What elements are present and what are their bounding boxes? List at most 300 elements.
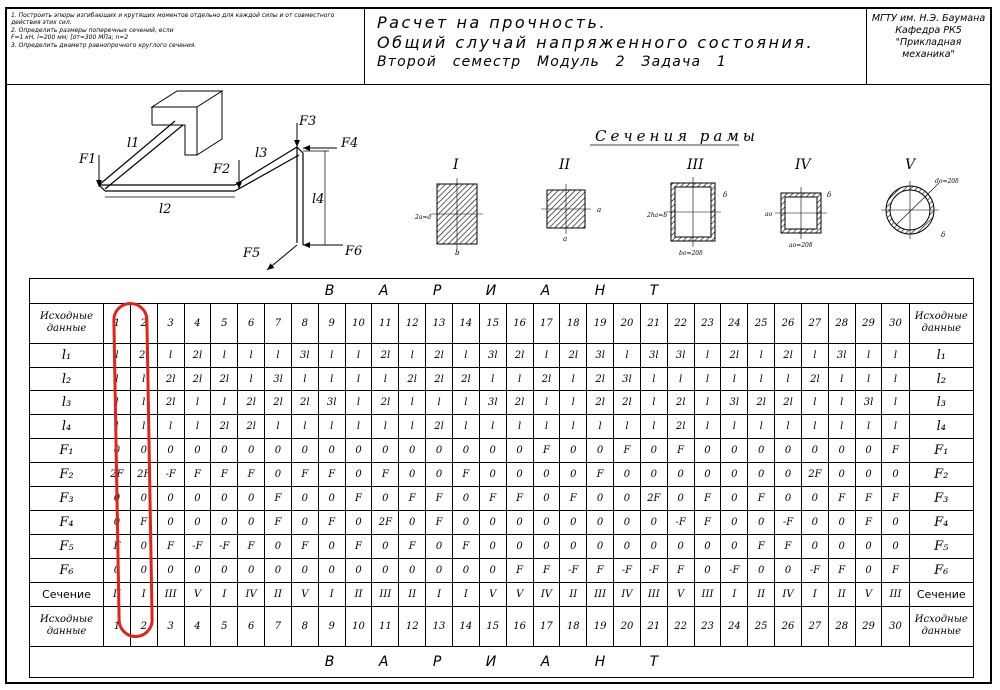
table-cell: F [291,463,318,487]
label-F4: F4 [341,136,359,151]
task-line-4: 3. Определить диаметр равнопрочного круглого сечения. [11,41,197,49]
table-cell: 0 [560,511,587,535]
table-cell: l [104,391,131,415]
table-cell: F [587,559,614,583]
table-cell: 0 [452,487,479,511]
table-cell: 2l [372,391,399,415]
table-cell: F [882,487,909,511]
table-cell: l [882,367,909,391]
section-V-label-delta: δ [941,231,946,239]
table-cell: 0 [130,559,157,583]
table-cell: 2l [426,367,453,391]
variant-number-footer: 7 [265,607,292,647]
section-cell: II [399,583,426,607]
row-symbol-right: F₂ [909,463,973,487]
table-cell: F [748,487,775,511]
table-cell: 0 [238,511,265,535]
table-cell: 0 [345,511,372,535]
table-cell: 0 [801,487,828,511]
variant-number: 21 [640,304,667,344]
table-cell: 0 [801,439,828,463]
variant-footer-label: В А Р И А Н Т [30,646,974,677]
table-row [30,559,974,583]
table-cell: 0 [614,487,641,511]
table-cell: 0 [104,487,131,511]
section-IV-numeral: IV [795,157,811,173]
variant-number: 2 [130,304,157,344]
row-symbol: l₁ [30,343,104,367]
section-IV-label-a: ao=20δ [789,242,813,249]
variant-number: 8 [291,304,318,344]
variant-number-footer: 19 [587,607,614,647]
section-III-label-delta: δ [723,191,728,199]
table-cell: 0 [533,535,560,559]
table-cell: 2l [533,367,560,391]
table-cell: 0 [882,511,909,535]
variant-number: 5 [211,304,238,344]
table-row [30,439,974,463]
label-F2: F2 [213,162,231,177]
table-cell: 0 [318,439,345,463]
table-cell: 0 [184,559,211,583]
table-cell: 0 [694,535,721,559]
table-row [30,391,974,415]
table-cell: l [748,367,775,391]
table-cell: 0 [157,487,184,511]
variant-footer-row [30,646,974,677]
org-line-3: "Прикладная механика" [895,37,962,60]
section-cell: III [587,583,614,607]
row-symbol-right: F₅ [909,535,973,559]
table-cell: 2l [560,343,587,367]
table-cell: 3l [587,343,614,367]
table-cell: 2l [775,343,802,367]
task-line-1: 1. Построить эпюры изгибающих и крутящих моментов отдельно для каждой силы и от совместного действия этих сил. [11,12,335,27]
table-cell: 0 [506,511,533,535]
table-cell: l [775,415,802,439]
table-cell: 0 [157,511,184,535]
table-cell: 2l [184,367,211,391]
table-cell: 2F [640,487,667,511]
table-cell: F [882,439,909,463]
row-symbol-right: F₆ [909,559,973,583]
table-row [30,367,974,391]
row-header-left: Исходные данные [30,304,104,344]
table-cell: 0 [614,463,641,487]
section-II-label-side: a [597,206,602,214]
table-cell: l [345,391,372,415]
table-cell: l [828,415,855,439]
label-l3: l3 [255,146,268,161]
table-cell: 0 [533,463,560,487]
row-symbol-right: F₁ [909,439,973,463]
table-cell: F [238,535,265,559]
table-cell: 0 [372,559,399,583]
table-cell: l [614,343,641,367]
table-cell: 0 [667,535,694,559]
section-I [414,157,483,257]
table-cell: 0 [775,439,802,463]
table-cell: 0 [587,535,614,559]
table-cell: 2l [184,343,211,367]
table-cell: 0 [479,439,506,463]
table-cell: 2l [399,367,426,391]
variant-number-footer: 18 [560,607,587,647]
table-cell: 0 [775,463,802,487]
table-cell: l [640,415,667,439]
variant-number: 26 [775,304,802,344]
org-line-2: Кафедра РК5 [895,25,962,36]
table-cell: F [157,535,184,559]
section-V-numeral: V [905,157,916,173]
table-cell: 0 [667,487,694,511]
table-cell: 0 [291,439,318,463]
table-cell: l [694,391,721,415]
table-cell: 0 [855,439,882,463]
row-header-right: Исходные данные [909,304,973,344]
table-cell: 2l [506,391,533,415]
table-cell: 0 [211,439,238,463]
table-cell: 2l [748,391,775,415]
variant-number-footer: 9 [318,607,345,647]
table-cell: 0 [801,535,828,559]
title-line-2: Общий случай напряженного состояния. [377,33,815,52]
table-cell: l [828,391,855,415]
table-cell: l [640,367,667,391]
title-line-3: Второй семестр Модуль 2 Задача 1 [377,54,728,70]
table-cell: F [104,535,131,559]
label-l1: l1 [127,136,140,151]
table-cell: F [506,559,533,583]
section-V-label-d: do=20δ [935,178,959,185]
variant-number-footer: 17 [533,607,560,647]
task-line-3: F=1 кН, l=200 мм; [σт=300 МПа; n=2 [11,34,129,42]
variant-number-footer: 5 [211,607,238,647]
table-cell: F [238,463,265,487]
row-symbol-right: F₃ [909,487,973,511]
table-cell: F [882,559,909,583]
table-cell: l [560,415,587,439]
variant-header-row [30,279,974,304]
table-cell: F [828,487,855,511]
variant-number-footer: 14 [452,607,479,647]
section-cell: III [640,583,667,607]
table-cell: 0 [184,439,211,463]
table-cell: -F [211,535,238,559]
row-symbol: l₃ [30,391,104,415]
table-cell: 0 [372,535,399,559]
section-III [646,157,727,257]
row-symbol: l₄ [30,415,104,439]
variant-number-footer: 16 [506,607,533,647]
table-cell: F [399,535,426,559]
table-cell: -F [801,559,828,583]
table-cell: 0 [104,559,131,583]
variant-number-footer: 2 [130,607,157,647]
table-cell: 2l [238,415,265,439]
table-cell: 0 [452,559,479,583]
variant-number: 4 [184,304,211,344]
table-cell: l [104,415,131,439]
table-row [30,415,974,439]
table-cell: F [265,511,292,535]
variant-number: 9 [318,304,345,344]
label-F3: F3 [299,114,317,129]
table-cell: F [828,559,855,583]
table-cell: 2l [211,415,238,439]
org-line-1: МГТУ им. Н.Э. Баумана [871,13,986,24]
table-cell: 0 [265,535,292,559]
table-cell: 0 [694,439,721,463]
table-cell: -F [157,463,184,487]
label-F6: F6 [345,244,363,259]
table-cell: 0 [130,535,157,559]
variant-number: 14 [452,304,479,344]
variant-number-footer: 28 [828,607,855,647]
table-cell: F [587,463,614,487]
variant-number: 17 [533,304,560,344]
variant-number-footer: 11 [372,607,399,647]
table-cell: 2l [291,391,318,415]
table-cell: 0 [587,439,614,463]
table-cell: F [855,487,882,511]
row-footer-right: Исходные данные [909,607,973,647]
table-cell: l [157,343,184,367]
variant-number: 11 [372,304,399,344]
table-cell: 2l [667,415,694,439]
table-cell: l [318,343,345,367]
table-cell: 0 [560,463,587,487]
variant-number: 30 [882,304,909,344]
variant-number-footer: 1 [104,607,131,647]
table-cell: 2l [801,367,828,391]
variant-number: 22 [667,304,694,344]
table-cell: 0 [828,511,855,535]
table-cell: 0 [265,439,292,463]
table-cell: 0 [184,511,211,535]
table-cell: 0 [211,559,238,583]
variant-number: 25 [748,304,775,344]
table-row [30,511,974,535]
section-cell: III [372,583,399,607]
organization-block [866,9,990,85]
section-cell: V [291,583,318,607]
table-cell: 0 [291,511,318,535]
table-cell: 2l [667,391,694,415]
variant-number: 20 [614,304,641,344]
variant-number: 3 [157,304,184,344]
table-cell: 3l [640,343,667,367]
section-cell: I [452,583,479,607]
table-cell: l [291,367,318,391]
section-cell: III [882,583,909,607]
section-I-label-b: b [455,249,460,257]
table-cell: l [345,343,372,367]
table-cell: l [372,367,399,391]
variant-number-footer: 10 [345,607,372,647]
table-cell: 2l [238,391,265,415]
variant-number: 23 [694,304,721,344]
table-cell: l [291,415,318,439]
row-symbol: l₂ [30,367,104,391]
table-cell: 0 [291,559,318,583]
variant-number-footer: 8 [291,607,318,647]
variant-number-footer: 13 [426,607,453,647]
table-cell: l [614,415,641,439]
table-cell: 0 [748,463,775,487]
table-cell: l [506,367,533,391]
table-cell: 0 [265,463,292,487]
table-cell: F [345,535,372,559]
table-cell: 0 [318,559,345,583]
section-cell: III [157,583,184,607]
table-cell: l [855,343,882,367]
variant-number-footer: 12 [399,607,426,647]
table-cell: l [452,391,479,415]
table-cell: F [452,463,479,487]
table-cell: -F [614,559,641,583]
table-cell: F [479,487,506,511]
variant-number-footer: 6 [238,607,265,647]
table-cell: 0 [238,439,265,463]
variant-number-footer: 20 [614,607,641,647]
table-cell: 0 [211,487,238,511]
table-cell: 0 [345,463,372,487]
table-cell: l [882,391,909,415]
table-cell: l [801,343,828,367]
table-cell: 0 [721,463,748,487]
section-cell: IV [775,583,802,607]
variant-number: 18 [560,304,587,344]
table-cell: 2l [426,343,453,367]
table-cell: 0 [882,463,909,487]
section-row [30,583,974,607]
table-cell: 0 [426,463,453,487]
label-l2: l2 [159,202,172,217]
section-cell: IV [533,583,560,607]
table-cell: 0 [426,439,453,463]
table-cell: 0 [452,511,479,535]
table-cell: 0 [399,463,426,487]
table-cell: F [265,487,292,511]
table-cell: 3l [667,343,694,367]
label-F5: F5 [243,246,261,261]
section-cell: IV [614,583,641,607]
section-II-numeral: II [559,157,571,173]
title-area [365,9,866,85]
table-cell: F [184,463,211,487]
row-symbol: F₁ [30,439,104,463]
table-cell: 3l [614,367,641,391]
table-cell: F [426,511,453,535]
table-cell: 0 [345,559,372,583]
section-cell: II [104,583,131,607]
table-cell: F [345,487,372,511]
table-cell: 0 [855,463,882,487]
table-cell: 0 [640,535,667,559]
table-cell: 0 [479,535,506,559]
variant-number: 7 [265,304,292,344]
table-cell: F [318,511,345,535]
table-cell: -F [560,559,587,583]
table-cell: 2l [587,367,614,391]
section-cell: V [479,583,506,607]
section-cell: V [855,583,882,607]
table-cell: l [775,367,802,391]
table-cell: l [211,343,238,367]
table-row [30,487,974,511]
table-cell: F [130,511,157,535]
variant-number: 24 [721,304,748,344]
table-cell: 2F [130,463,157,487]
table-cell: l [130,367,157,391]
table-cell: F [667,559,694,583]
table-cell: 3l [855,391,882,415]
table-cell: l [345,415,372,439]
row-symbol: F₆ [30,559,104,583]
table-cell: l [345,367,372,391]
table-cell: 0 [345,439,372,463]
variants-table [29,278,974,678]
variant-number-footer: 25 [748,607,775,647]
section-cell: III [694,583,721,607]
table-cell: l [238,343,265,367]
section-cell: I [801,583,828,607]
table-cell: l [801,415,828,439]
table-cell: 0 [721,487,748,511]
table-cell: 0 [318,487,345,511]
table-cell: l [882,415,909,439]
table-cell: 0 [775,559,802,583]
table-cell: l [533,415,560,439]
title-line-1: Расчет на прочность. [377,13,608,32]
table-cell: l [587,415,614,439]
table-cell: F [318,463,345,487]
table-cell: F [533,559,560,583]
table-cell: F [667,439,694,463]
table-cell: 0 [399,559,426,583]
section-cell: II [828,583,855,607]
row-footer-left: Исходные данные [30,607,104,647]
table-cell: 2l [426,415,453,439]
table-cell: 0 [640,439,667,463]
section-cell: II [345,583,372,607]
section-cell: I [211,583,238,607]
variant-number-footer: 3 [157,607,184,647]
table-cell: 0 [130,439,157,463]
section-I-numeral: I [453,157,459,173]
table-cell: l [479,415,506,439]
table-cell: F [452,535,479,559]
table-cell: l [372,415,399,439]
table-cell: F [426,487,453,511]
table-cell: 3l [291,343,318,367]
variant-number-footer: 24 [721,607,748,647]
variant-number: 28 [828,304,855,344]
table-cell: 2l [721,343,748,367]
row-symbol: F₂ [30,463,104,487]
table-cell: 0 [855,535,882,559]
table-cell: F [748,535,775,559]
row-symbol-right: l₄ [909,415,973,439]
table-cell: 0 [399,511,426,535]
table-cell: F [506,487,533,511]
section-cell: V [667,583,694,607]
table-cell: l [184,415,211,439]
table-cell: 0 [372,487,399,511]
table-cell: 2F [104,463,131,487]
table-cell: F [211,463,238,487]
